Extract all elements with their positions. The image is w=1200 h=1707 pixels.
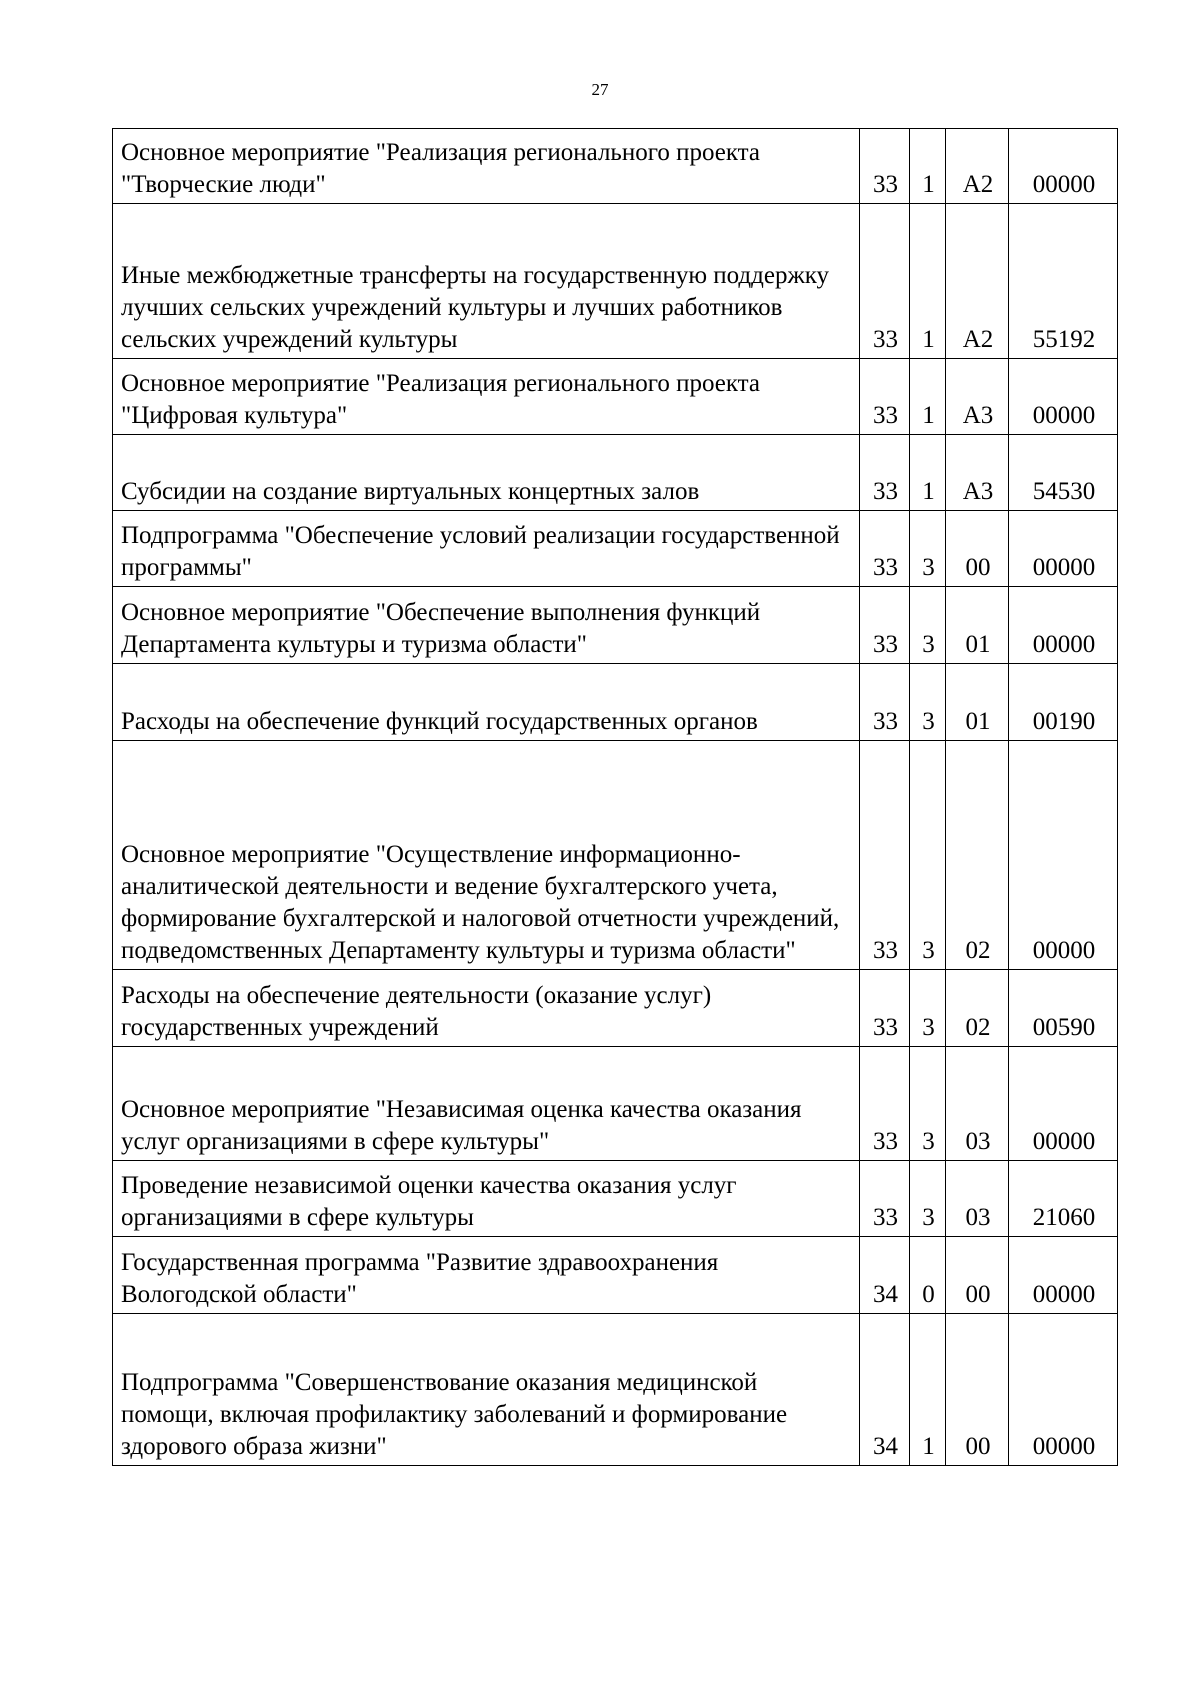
program-code-cell: 34 xyxy=(860,1237,910,1314)
direction-code-cell: 55192 xyxy=(1009,204,1118,359)
direction-code-cell: 00000 xyxy=(1009,587,1118,664)
budget-classification-table xyxy=(112,128,1118,1466)
expense-name-cell: Государственная программа "Развитие здравоохранения Вологодской области" xyxy=(113,1237,860,1314)
measure-code-cell: 01 xyxy=(946,587,1009,664)
expense-name-cell: Иные межбюджетные трансферты на государственную поддержку лучших сельских учреждений культуры и лучших работников сельских учреждений культуры xyxy=(113,204,860,359)
measure-code-cell: 03 xyxy=(946,1047,1009,1161)
table-row xyxy=(113,1161,1118,1237)
subprogram-code-cell: 3 xyxy=(910,1161,946,1237)
measure-code-cell: 00 xyxy=(946,1237,1009,1314)
direction-code-cell: 00000 xyxy=(1009,359,1118,435)
subprogram-code-cell: 3 xyxy=(910,664,946,741)
subprogram-code-cell: 3 xyxy=(910,587,946,664)
table-row xyxy=(113,359,1118,435)
expense-name-cell: Субсидии на создание виртуальных концертных залов xyxy=(113,435,860,511)
program-code-cell: 33 xyxy=(860,741,910,970)
table-row xyxy=(113,204,1118,359)
measure-code-cell: 02 xyxy=(946,970,1009,1047)
program-code-cell: 33 xyxy=(860,1047,910,1161)
table-row xyxy=(113,129,1118,204)
program-code-cell: 34 xyxy=(860,1314,910,1466)
expense-name-cell: Расходы на обеспечение деятельности (оказание услуг) государственных учреждений xyxy=(113,970,860,1047)
measure-code-cell: А3 xyxy=(946,359,1009,435)
subprogram-code-cell: 1 xyxy=(910,129,946,204)
expense-name-cell: Основное мероприятие "Реализация регионального проекта "Творческие люди" xyxy=(113,129,860,204)
table-row xyxy=(113,587,1118,664)
subprogram-code-cell: 0 xyxy=(910,1237,946,1314)
program-code-cell: 33 xyxy=(860,511,910,587)
measure-code-cell: 03 xyxy=(946,1161,1009,1237)
subprogram-code-cell: 3 xyxy=(910,970,946,1047)
expense-name-cell: Основное мероприятие "Осуществление информационно-аналитической деятельности и ведение бухгалтерского учета, формирование бухгалтерской и налоговой отчетности учреждений, подведомственных Департаменту культуры и туризма области" xyxy=(113,741,860,970)
table-row xyxy=(113,435,1118,511)
expense-name-cell: Подпрограмма "Совершенствование оказания медицинской помощи, включая профилактику заболеваний и формирование здорового образа жизни" xyxy=(113,1314,860,1466)
program-code-cell: 33 xyxy=(860,359,910,435)
subprogram-code-cell: 1 xyxy=(910,1314,946,1466)
table-row xyxy=(113,1237,1118,1314)
direction-code-cell: 00000 xyxy=(1009,1237,1118,1314)
table-row xyxy=(113,970,1118,1047)
program-code-cell: 33 xyxy=(860,435,910,511)
measure-code-cell: А2 xyxy=(946,129,1009,204)
table-row xyxy=(113,1047,1118,1161)
program-code-cell: 33 xyxy=(860,204,910,359)
direction-code-cell: 00190 xyxy=(1009,664,1118,741)
expense-name-cell: Основное мероприятие "Независимая оценка качества оказания услуг организациями в сфере культуры" xyxy=(113,1047,860,1161)
expense-name-cell: Основное мероприятие "Реализация регионального проекта "Цифровая культура" xyxy=(113,359,860,435)
program-code-cell: 33 xyxy=(860,1161,910,1237)
direction-code-cell: 00000 xyxy=(1009,511,1118,587)
expense-name-cell: Проведение независимой оценки качества оказания услуг организациями в сфере культуры xyxy=(113,1161,860,1237)
program-code-cell: 33 xyxy=(860,970,910,1047)
program-code-cell: 33 xyxy=(860,664,910,741)
program-code-cell: 33 xyxy=(860,587,910,664)
table-row xyxy=(113,511,1118,587)
subprogram-code-cell: 1 xyxy=(910,204,946,359)
table-row xyxy=(113,1314,1118,1466)
expense-name-cell: Расходы на обеспечение функций государственных органов xyxy=(113,664,860,741)
direction-code-cell: 00000 xyxy=(1009,1047,1118,1161)
subprogram-code-cell: 3 xyxy=(910,511,946,587)
program-code-cell: 33 xyxy=(860,129,910,204)
expense-name-cell: Основное мероприятие "Обеспечение выполнения функций Департамента культуры и туризма области" xyxy=(113,587,860,664)
measure-code-cell: 02 xyxy=(946,741,1009,970)
direction-code-cell: 54530 xyxy=(1009,435,1118,511)
measure-code-cell: А2 xyxy=(946,204,1009,359)
page-number: 27 xyxy=(591,80,609,99)
direction-code-cell: 00590 xyxy=(1009,970,1118,1047)
subprogram-code-cell: 3 xyxy=(910,1047,946,1161)
measure-code-cell: 00 xyxy=(946,511,1009,587)
direction-code-cell: 00000 xyxy=(1009,129,1118,204)
direction-code-cell: 00000 xyxy=(1009,741,1118,970)
expense-name-cell: Подпрограмма "Обеспечение условий реализации государственной программы" xyxy=(113,511,860,587)
measure-code-cell: А3 xyxy=(946,435,1009,511)
subprogram-code-cell: 1 xyxy=(910,435,946,511)
direction-code-cell: 00000 xyxy=(1009,1314,1118,1466)
measure-code-cell: 01 xyxy=(946,664,1009,741)
table-row xyxy=(113,741,1118,970)
table-row xyxy=(113,664,1118,741)
subprogram-code-cell: 3 xyxy=(910,741,946,970)
measure-code-cell: 00 xyxy=(946,1314,1009,1466)
subprogram-code-cell: 1 xyxy=(910,359,946,435)
direction-code-cell: 21060 xyxy=(1009,1161,1118,1237)
